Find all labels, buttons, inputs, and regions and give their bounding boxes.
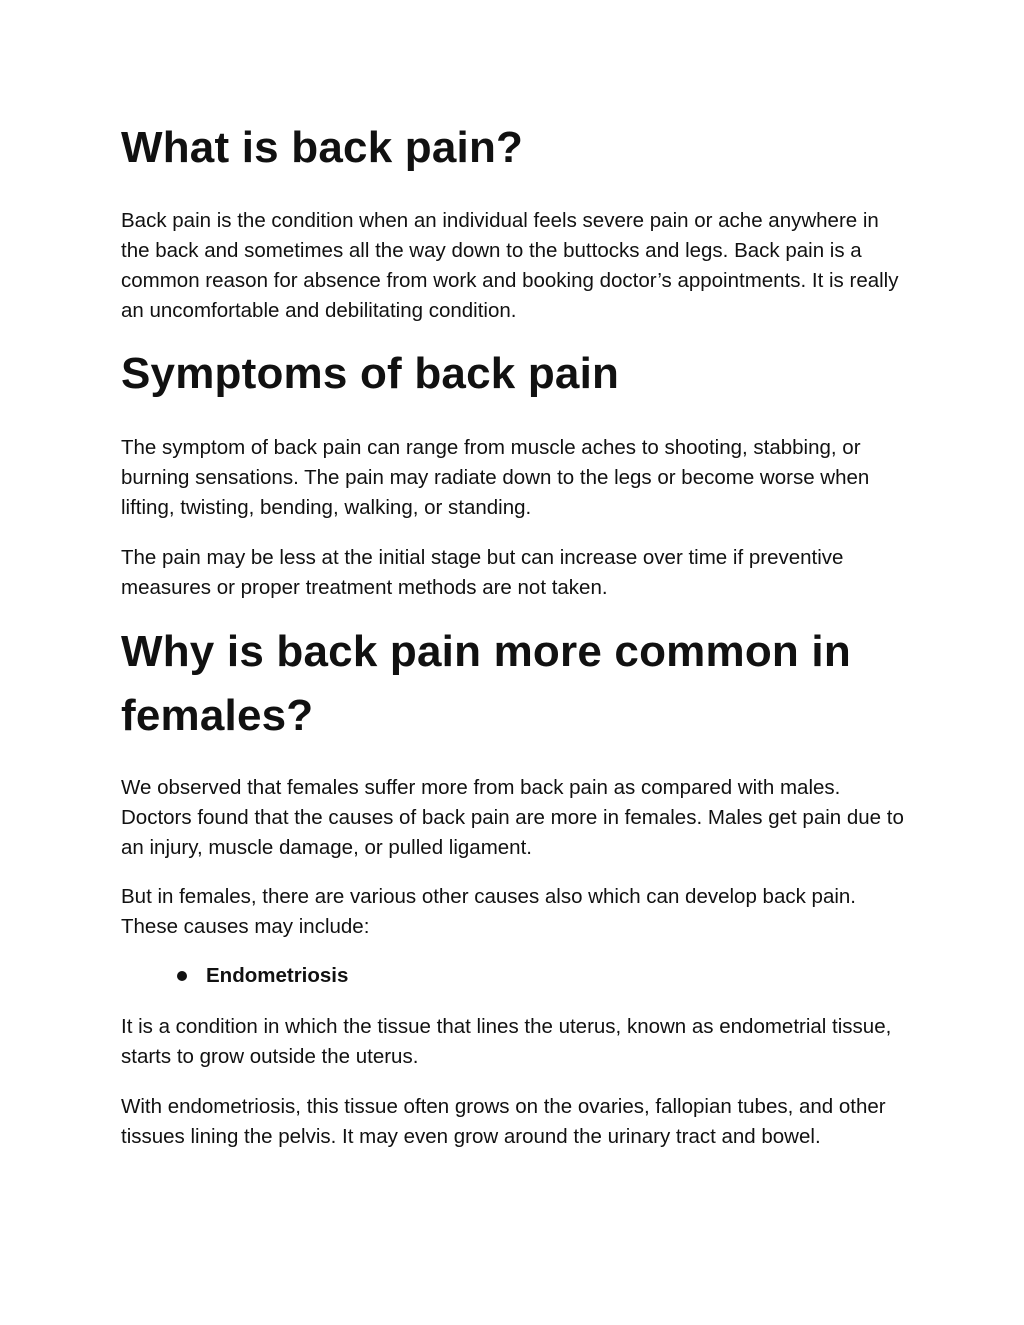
paragraph-endometriosis-2: With endometriosis, this tissue often grows on the ovaries, fallopian tubes, and other tissues lining the pelvis. It may even grow around the urinary tract and bowel. xyxy=(121,1095,886,1148)
paragraph-symptoms-1: The symptom of back pain can range from muscle aches to shooting, stabbing, or burning sensations. The pain may radiate down to the legs or become worse when lifting, twisting, bending, walking, or standing. xyxy=(121,436,870,519)
list-item-label: Endometriosis xyxy=(206,964,349,987)
bullet-dot-icon xyxy=(177,971,187,981)
paragraph-symptoms-2: The pain may be less at the initial stage but can increase over time if preventive measures or proper treatment methods are not taken. xyxy=(121,546,844,599)
paragraph-why-2: But in females, there are various other causes also which can develop back pain. These causes may include: xyxy=(121,885,856,938)
paragraph-what-is-back-pain: Back pain is the condition when an individual feels severe pain or ache anywhere in the back and sometimes all the way down to the buttocks and legs. Back pain is a common reason for absence from work and booking doctor’s appointments. It is really an uncomfortable and debilitating condition. xyxy=(121,209,899,322)
list-item xyxy=(177,961,348,991)
causes-list xyxy=(177,961,348,991)
paragraph-why-1: We observed that females suffer more from back pain as compared with males. Doctors found that the causes of back pain are more in females. Males get pain due to an injury, muscle damage, or pulled ligament. xyxy=(121,776,904,859)
paragraph-endometriosis-1: It is a condition in which the tissue that lines the uterus, known as endometrial tissue, starts to grow outside the uterus. xyxy=(121,1015,892,1068)
heading-symptoms: Symptoms of back pain xyxy=(121,349,620,398)
heading-what-is-back-pain: What is back pain? xyxy=(121,123,524,172)
heading-why-more-common-in-females: Why is back pain more common in females? xyxy=(121,627,851,740)
